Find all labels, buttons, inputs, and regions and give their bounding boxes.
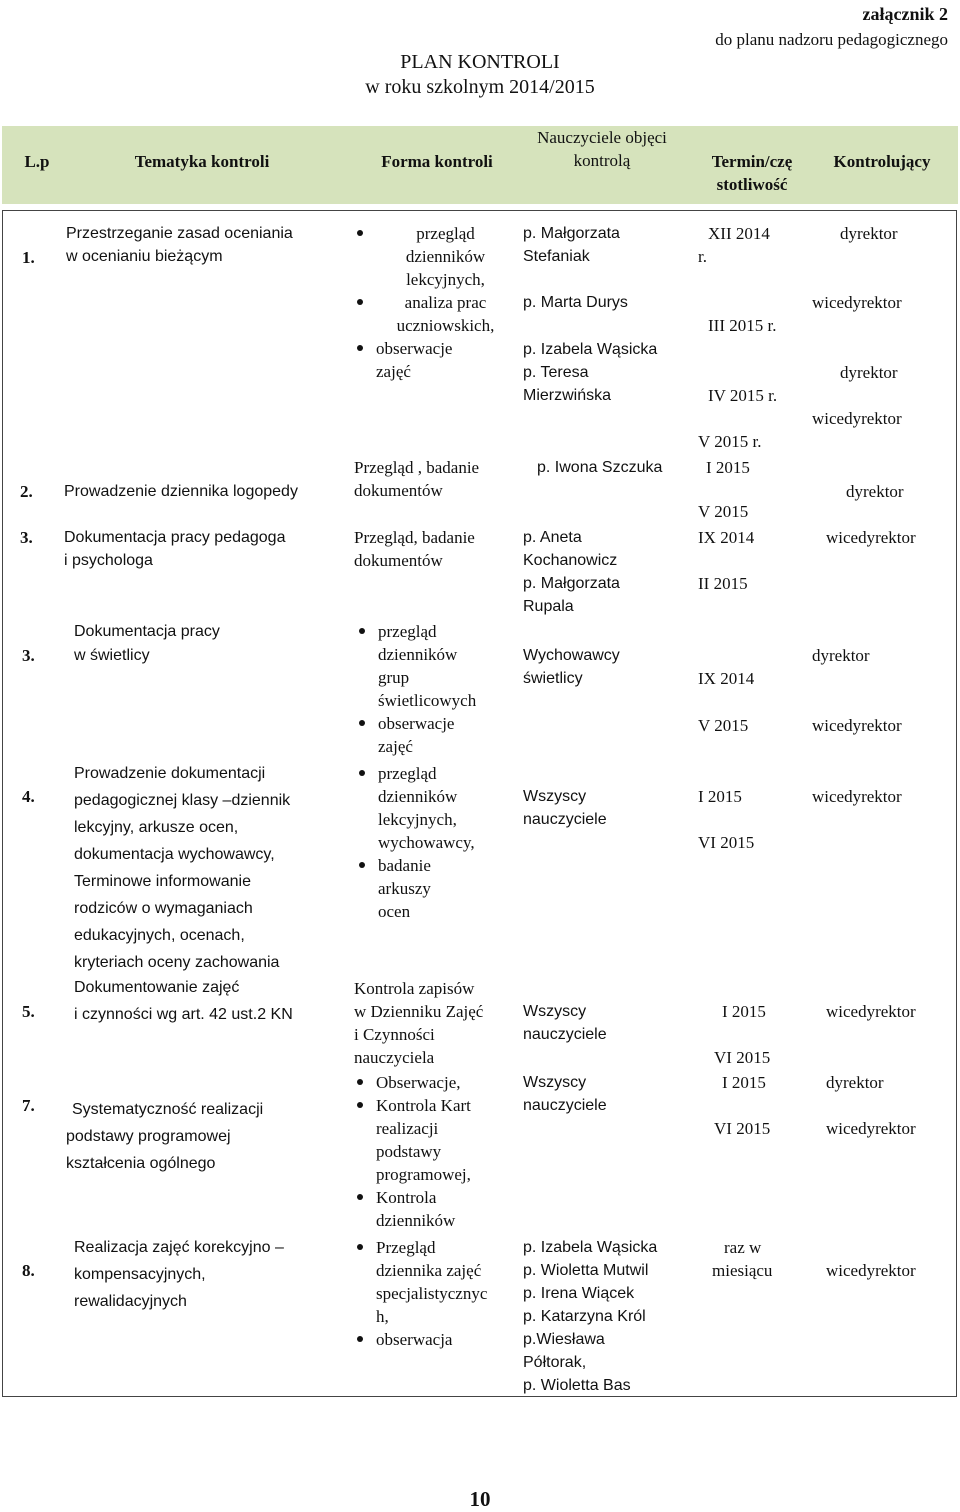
title-line-1: PLAN KONTROLI: [400, 51, 560, 73]
topic-line: Realizacja zajęć korekcyjno –: [74, 1239, 284, 1256]
teacher-line: p. Katarzyna Król: [523, 1308, 646, 1325]
topic-line: Dokumentacja pracy: [74, 623, 220, 640]
form-text: Kontrola Kart: [376, 1096, 471, 1115]
teacher-line: świetlicy: [523, 670, 583, 687]
form-text: uczniowskich,: [396, 316, 495, 335]
form-text: grup: [378, 668, 410, 687]
form-text: analiza prac: [404, 293, 487, 312]
row-number: 5.: [22, 1002, 35, 1021]
term-line: II 2015: [698, 574, 748, 593]
controller-line: dyrektor: [840, 224, 898, 243]
term-line: I 2015: [706, 458, 750, 477]
controller-line: wicedyrektor: [826, 1261, 916, 1280]
form-text: dzienników: [378, 787, 458, 806]
form-text: świetlicowych: [378, 691, 477, 710]
header-kontrolujacy: Kontrolujący: [833, 152, 931, 171]
form-item: [350, 1186, 515, 1232]
form-text: dzienników: [405, 247, 486, 266]
teacher-line: Wszyscy: [523, 1074, 587, 1091]
term-line: VI 2015: [698, 833, 755, 852]
form-text: lekcyjnych,: [406, 270, 485, 289]
topic-line: Dokumentowanie zajęć: [74, 979, 240, 996]
teacher-line: Stefaniak: [523, 248, 590, 265]
controller-line: wicedyrektor: [812, 716, 902, 735]
form-text: przegląd: [378, 764, 437, 783]
controller-line: wicedyrektor: [812, 409, 902, 428]
row-number: 8.: [22, 1261, 35, 1280]
topic-line: Systematyczność realizacji: [72, 1101, 264, 1118]
header-tematyka: Tematyka kontroli: [134, 152, 270, 171]
form-item: [350, 1236, 520, 1328]
controller-line: wicedyrektor: [826, 1002, 916, 1021]
term-line: XII 2014: [708, 224, 770, 243]
teacher-line: nauczyciele: [523, 1097, 607, 1114]
form-list: [352, 620, 517, 758]
term-line: I 2015: [698, 787, 742, 806]
form-line: Kontrola zapisów: [354, 979, 475, 998]
form-item: [352, 854, 517, 923]
teacher-line: p. Aneta: [523, 529, 582, 546]
topic-line: Przestrzeganie zasad oceniania: [66, 225, 293, 242]
table-header: [2, 126, 958, 204]
teacher-line: p. Małgorzata: [523, 225, 620, 242]
teacher-line: nauczyciele: [523, 811, 607, 828]
term-line: III 2015 r.: [708, 316, 777, 335]
form-text: obserwacje: [376, 339, 453, 358]
form-line: dokumentów: [354, 551, 443, 570]
page-title: [340, 50, 620, 100]
form-text: przegląd: [378, 622, 437, 641]
form-text: przegląd: [416, 224, 475, 243]
form-item: [350, 291, 515, 337]
topic-line: kryteriach oceny zachowania: [74, 954, 280, 971]
topic-line: pedagogicznej klasy –dziennik: [74, 792, 291, 809]
form-line: nauczyciela: [354, 1048, 435, 1067]
form-text: Przegląd: [376, 1238, 436, 1257]
header-termin-line-1: Termin/czę: [711, 152, 793, 171]
form-text: zajęć: [378, 737, 413, 756]
page-number: 10: [469, 1487, 491, 1511]
term-line: VI 2015: [714, 1119, 771, 1138]
teacher-line: p.Wiesława: [523, 1331, 605, 1348]
form-list: [350, 1236, 520, 1351]
form-item: [350, 1094, 515, 1186]
teacher-line: Wszyscy: [523, 1003, 587, 1020]
topic-line: w ocenianiu bieżącym: [66, 248, 223, 265]
topic-line: Prowadzenie dokumentacji: [74, 765, 266, 782]
header-termin: [692, 150, 812, 196]
controller-line: dyrektor: [840, 363, 898, 382]
form-text: zajęć: [376, 362, 411, 381]
controller-line: dyrektor: [846, 482, 904, 501]
form-text: podstawy: [376, 1142, 442, 1161]
form-text: badanie: [378, 856, 431, 875]
form-text: Obserwacje,: [376, 1073, 461, 1092]
term-line: IV 2015 r.: [708, 386, 778, 405]
teacher-line: Mierzwińska: [523, 387, 612, 404]
teacher-line: p. Wioletta Bas: [523, 1377, 631, 1394]
form-item: [352, 762, 517, 854]
topic-line: kształcenia ogólnego: [66, 1155, 216, 1172]
form-text: obserwacje: [378, 714, 455, 733]
form-text: Kontrola: [376, 1188, 437, 1207]
annex-note: [715, 2, 948, 52]
title-line-2: w roku szkolnym 2014/2015: [365, 76, 595, 98]
topic-line: Terminowe informowanie: [74, 873, 251, 890]
form-text: h,: [376, 1307, 389, 1326]
header-nauczyciele-line-1: Nauczyciele objęci: [537, 128, 667, 147]
form-text: programowej,: [376, 1165, 471, 1184]
term-line: raz w: [724, 1238, 762, 1257]
term-line: miesiącu: [712, 1261, 773, 1280]
form-text: arkuszy: [378, 879, 431, 898]
form-line: w Dzienniku Zajęć: [354, 1002, 484, 1021]
teacher-line: Wszyscy: [523, 788, 587, 805]
term-line: V 2015 r.: [698, 432, 762, 451]
topic-line: Prowadzenie dziennika logopedy: [64, 483, 298, 500]
controller-line: dyrektor: [826, 1073, 884, 1092]
controller-line: wicedyrektor: [812, 293, 902, 312]
topic-line: kompensacyjnych,: [74, 1266, 206, 1283]
row-number: 3.: [20, 528, 33, 547]
topic-line: rodziców o wymaganiach: [74, 900, 253, 917]
topic-line: rewalidacyjnych: [74, 1293, 187, 1310]
topic-line: i czynności wg art. 42 ust.2 KN: [74, 1006, 293, 1023]
teacher-line: p. Izabela Wąsicka: [523, 341, 658, 358]
form-item: [350, 1071, 515, 1094]
annex-subtitle: do planu nadzoru pedagogicznego: [715, 30, 948, 49]
topic-line: podstawy programowej: [66, 1128, 231, 1145]
annex-title: załącznik 2: [862, 4, 948, 24]
term-line: IX 2014: [698, 669, 755, 688]
form-text: ocen: [378, 902, 411, 921]
teacher-line: p. Małgorzata: [523, 575, 620, 592]
form-text: realizacji: [376, 1119, 439, 1138]
form-list: [352, 762, 517, 923]
teacher-line: Półtorak,: [523, 1354, 587, 1371]
term-line: V 2015: [698, 716, 749, 735]
form-text: dzienników: [376, 1211, 456, 1230]
controller-line: wicedyrektor: [812, 787, 902, 806]
row-number: 1.: [22, 248, 35, 267]
header-nauczyciele: [522, 126, 682, 172]
topic-line: Dokumentacja pracy pedagoga: [64, 529, 286, 546]
row-number: 7.: [22, 1096, 35, 1115]
term-line: r.: [698, 247, 707, 266]
row-number: 3.: [22, 646, 35, 665]
teacher-line: p. Izabela Wąsicka: [523, 1239, 658, 1256]
topic-line: i psychologa: [64, 552, 153, 569]
controller-line: wicedyrektor: [826, 1119, 916, 1138]
term-line: I 2015: [722, 1073, 766, 1092]
form-text: specjalistycznyc: [376, 1284, 488, 1303]
form-text: dzienników: [378, 645, 458, 664]
teacher-line: Wychowawcy: [523, 647, 620, 664]
form-line: dokumentów: [354, 481, 443, 500]
topic-line: w świetlicy: [74, 647, 150, 664]
teacher-line: p. Wioletta Mutwil: [523, 1262, 649, 1279]
form-list: [350, 222, 515, 383]
form-text: lekcyjnych,: [378, 810, 457, 829]
teacher-line: nauczyciele: [523, 1026, 607, 1043]
form-item: [350, 337, 515, 383]
row-number: 2.: [20, 482, 33, 501]
form-line: Przegląd , badanie: [354, 458, 480, 477]
term-line: VI 2015: [714, 1048, 771, 1067]
form-item: [350, 222, 515, 291]
row-number: 4.: [22, 787, 35, 806]
header-lp: L.p: [24, 152, 50, 171]
form-line: i Czynności: [354, 1025, 435, 1044]
teacher-line: p. Teresa: [523, 364, 589, 381]
teacher-line: p. Iwona Szczuka: [537, 459, 663, 476]
teacher-line: p. Irena Wiącek: [523, 1285, 635, 1302]
form-item: [350, 1328, 520, 1351]
teacher-line: p. Marta Durys: [523, 294, 628, 311]
teacher-line: Rupala: [523, 598, 574, 615]
form-text: obserwacja: [376, 1330, 453, 1349]
form-text: dziennika zajęć: [376, 1261, 482, 1280]
form-text: wychowawcy,: [378, 833, 475, 852]
topic-line: dokumentacja wychowawcy,: [74, 846, 275, 863]
form-line: Przegląd, badanie: [354, 528, 475, 547]
topic-line: lekcyjny, arkusze ocen,: [74, 819, 239, 836]
topic-line: edukacyjnych, ocenach,: [74, 927, 245, 944]
term-line: V 2015: [698, 502, 749, 521]
term-line: I 2015: [722, 1002, 766, 1021]
form-item: [352, 712, 517, 758]
header-forma: Forma kontroli: [381, 152, 493, 171]
controller-line: dyrektor: [812, 646, 870, 665]
form-item: [352, 620, 517, 712]
controller-line: wicedyrektor: [826, 528, 916, 547]
term-line: IX 2014: [698, 528, 755, 547]
header-nauczyciele-line-2: kontrolą: [573, 151, 631, 170]
teacher-line: Kochanowicz: [523, 552, 618, 569]
form-list: [350, 1071, 515, 1232]
header-termin-line-2: stotliwość: [716, 175, 788, 194]
